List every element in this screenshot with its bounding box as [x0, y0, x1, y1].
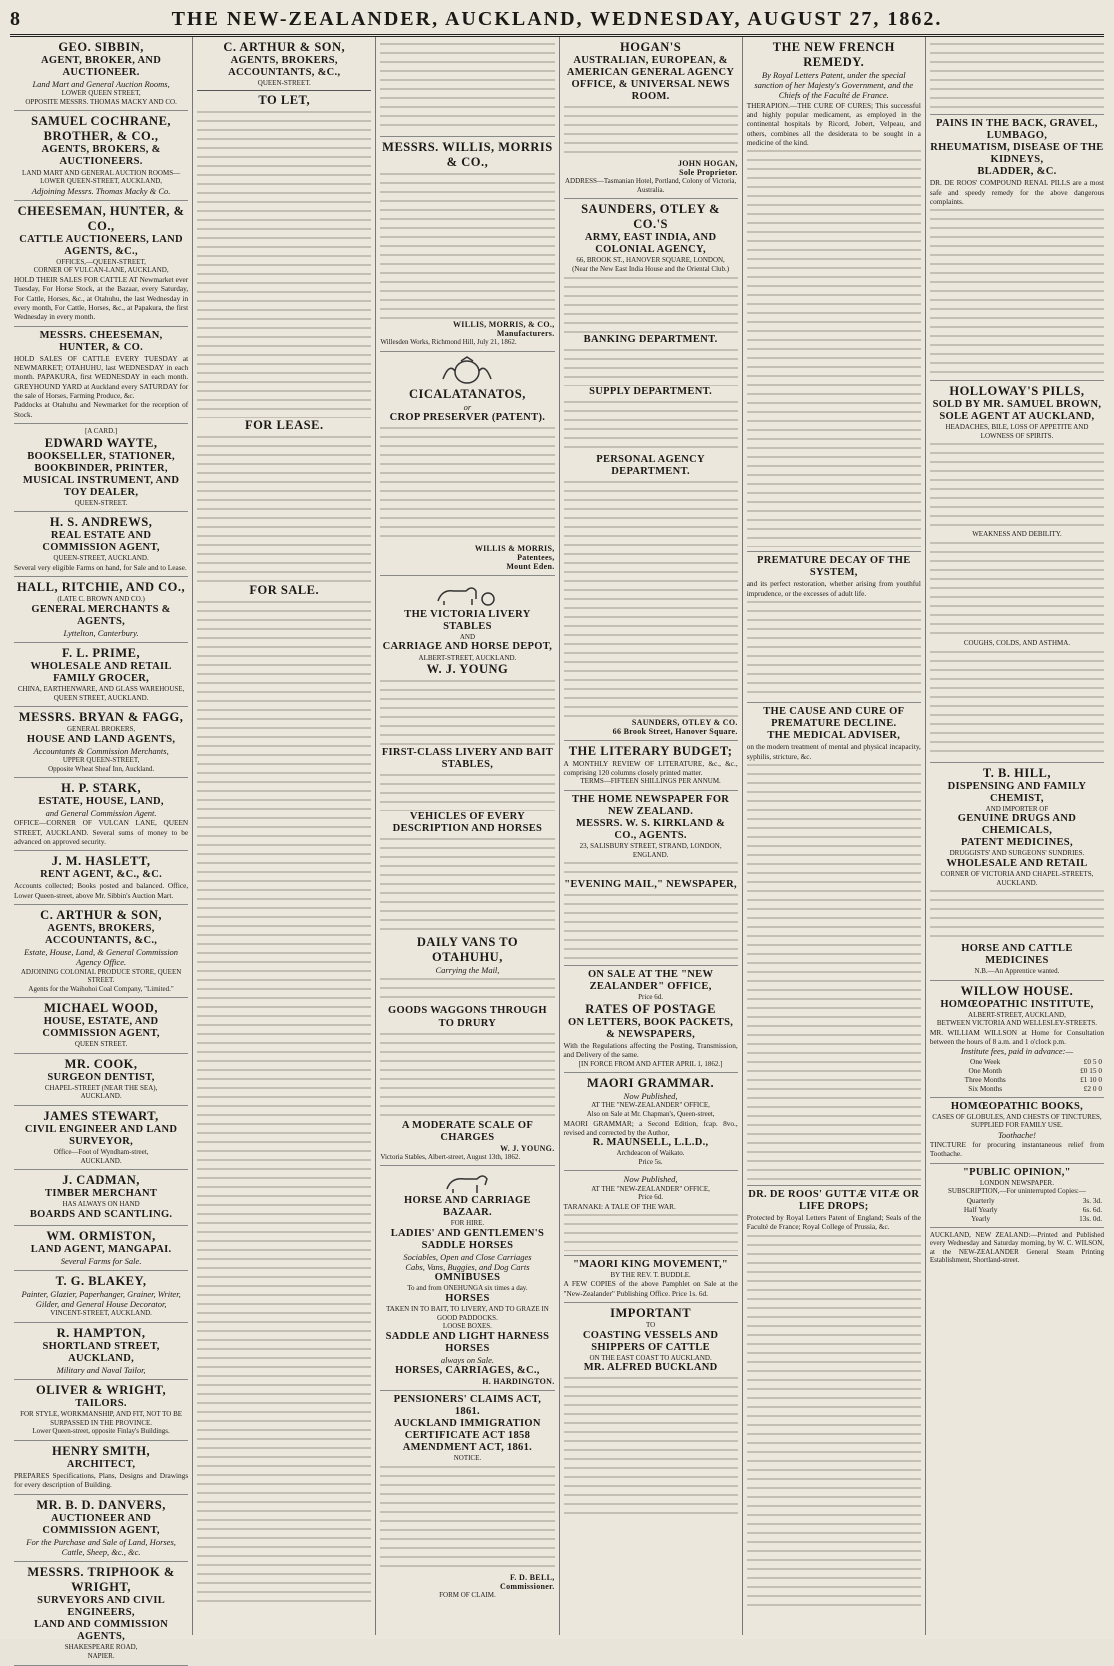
ad-de-roos-drops: DR. DE ROOS' GUTTÆ VITÆ OR LIFE DROPS; Protected by Royal Letters Patent of England; Seals of the Faculté de France; Royal College of Prussia, &c.	[747, 1186, 921, 1616]
horse-icon	[437, 1171, 497, 1193]
ad-bryan-fagg: MESSRS. BRYAN & FAGG, GENERAL BROKERS, HOUSE AND LAND AGENTS, Accountants & Commission Merchants, UPPER QUEEN-STREET, Opposite Wheat Sheaf Inn, Auckland.	[14, 707, 188, 778]
ad-wood: MICHAEL WOOD, HOUSE, ESTATE, AND COMMISSION AGENT, QUEEN STREET.	[14, 998, 188, 1054]
ad-wayte: [A CARD.] EDWARD WAYTE, BOOKSELLER, STATIONER, BOOKBINDER, PRINTER, MUSICAL INSTRUMENT, AND TOY DEALER, QUEEN-STREET.	[14, 424, 188, 512]
ad-coasting-vessels: IMPORTANT TO COASTING VESSELS AND SHIPPERS OF CATTLE ON THE EAST COAST TO AUCKLAND. MR. ALFRED BUCKLAND	[564, 1303, 738, 1518]
subscription-row: Yearly 13s. 0d.	[971, 1213, 1103, 1223]
ad-stark: H. P. STARK, ESTATE, HOUSE, LAND, and General Commission Agent. OFFICE—CORNER OF VULCAN LANE, QUEEN STREET, AUCKLAND. Several sums of money to be advanced on approved security.	[14, 778, 188, 851]
ad-andrews: H. S. ANDREWS, REAL ESTATE AND COMMISSION AGENT, QUEEN-STREET, AUCKLAND. Several very eligible Farms on hand, for Sale and to Lease.	[14, 512, 188, 577]
ad-triphook-wright: MESSRS. TRIPHOOK & WRIGHT, SURVEYORS AND CIVIL ENGINEERS, LAND AND COMMISSION AGENTS, SHAKESPEARE ROAD, NAPIER.	[14, 1562, 188, 1665]
ad-oliver-wright: OLIVER & WRIGHT, TAILORS. FOR STYLE, WORKMANSHIP, AND FIT, NOT TO BE SURPASSED IN THE PROVINCE. Lower Queen-street, opposite Finlay's Buildings.	[14, 1380, 188, 1441]
ad-public-opinion: "PUBLIC OPINION," LONDON NEWSPAPER. SUBSCRIPTION,—For uninterrupted Copies:— Quarterly 3s. 3d. Half Yearly 6s. 6d. Yearly 13s. 0d.	[930, 1164, 1104, 1228]
imprint: AUCKLAND, NEW ZEALAND:—Printed and Published every Wednesday and Saturday morning, by W. C. WILSON, at the NEW-ZEALANDER General Steam Printing Establishment, Shortland-street.	[929, 1230, 1105, 1265]
page-number: 8	[10, 7, 20, 30]
heading-for-lease: FOR LEASE.	[244, 417, 324, 432]
masthead	[10, 4, 1104, 37]
ad-willow-house: WILLOW HOUSE. HOMŒOPATHIC INSTITUTE, ALBERT-STREET, AUCKLAND, BETWEEN VICTORIA AND WELLESLEY-STREETS. MR. WILLIAM WILLSON at Home for Consultation between the hours of 8 a.m. and 1 o'clock p.m. Institute fees, paid in advance:— One Week £0 5 0 One Month £0 15 0 Three Months £1 10 0 Six Months £2 0 0	[930, 981, 1104, 1098]
ad-hall-ritchie: HALL, RITCHIE, AND CO., (LATE C. BROWN AND CO.) GENERAL MERCHANTS & AGENTS, Lyttelton, Canterbury.	[14, 577, 188, 643]
ad-blakey: T. G. BLAKEY, Painter, Glazier, Paperhanger, Grainer, Writer, Gilder, and General House Decorator, VINCENT-STREET, AUCKLAND.	[14, 1271, 188, 1323]
ad-top-continuation	[930, 37, 1104, 115]
ad-taranaki: Now Published, AT THE "NEW-ZEALANDER" OFFICE, Price 6d. TARANAKI: A TALE OF THE WAR.	[564, 1171, 738, 1256]
column-2	[193, 37, 376, 1635]
column-6	[926, 37, 1108, 1635]
ad-maori-grammar: MAORI GRAMMAR. Now Published, AT THE "NEW-ZEALANDER" OFFICE, Also on Sale at Mr. Chapman's, Queen-street, MAORI GRAMMAR; a Second Edition, fcap. 8vo., revised and corrected by the Author, R. MAUNSELL, L.L.D., Archdeacon of Waikato. Price 5s.	[564, 1073, 738, 1171]
ad-cochrane: SAMUEL COCHRANE, BROTHER, & CO., AGENTS, BROKERS, & AUCTIONEERS. LAND MART AND GENERAL AUCTION ROOMS—LOWER QUEEN-STREET, AUCKLAND, Adjoining Messrs. Thomas Macky & Co.	[14, 111, 188, 200]
ad-premature-decay: PREMATURE DECAY OF THE SYSTEM, and its perfect restoration, whether arising from youthful imprudence, or the excesses of adult life.	[747, 552, 921, 703]
ad-pensioners-claims: PENSIONERS' CLAIMS ACT, 1861. AUCKLAND IMMIGRATION CERTIFICATE ACT 1858 AMENDMENT ACT, 1861. NOTICE. F. D. BELL, Commissioner. FORM OF CLAIM.	[380, 1391, 554, 1603]
heading-for-sale: FOR SALE.	[249, 582, 320, 597]
ad-homeopathic-books: HOMŒOPATHIC BOOKS, CASES OF GLOBULES, AND CHESTS OF TINCTURES, SUPPLIED FOR FAMILY USE. Toothache! TINCTURE for procuring instantaneous relief from Toothache.	[930, 1098, 1104, 1164]
ad-sibbin: GEO. SIBBIN, AGENT, BROKER, AND AUCTIONEER. Land Mart and General Auction Rooms, LOWER QUEEN STREET, OPPOSITE MESSRS. THOMAS MACKY AND CO.	[14, 37, 188, 111]
ad-french-remedy: THE NEW FRENCH REMEDY. By Royal Letters Patent, under the special sanction of her Majesty's Government, and the Chiefs of the Faculté de France. THERAPION.—THE CURE OF CURES; This successful and highly popular medicament, as employed in the continental hospitals by Ricord, Jobert, Velpeau, and others, combines all the desiderata to be sought in a medicine of the kind.	[747, 37, 921, 552]
column-3	[376, 37, 559, 1635]
institute-fees-table	[930, 1057, 1104, 1093]
ad-top-listings	[380, 37, 554, 137]
ad-hogan: HOGAN'S AUSTRALIAN, EUROPEAN, & AMERICAN GENERAL AGENCY OFFICE, & UNIVERSAL NEWS ROOM. JOHN HOGAN, Sole Proprietor. ADDRESS—Tasmanian Hotel, Portland, Colony of Victoria, Australia.	[564, 37, 738, 199]
subscription-table	[930, 1196, 1104, 1223]
ad-renal-pills: PAINS IN THE BACK, GRAVEL, LUMBAGO, RHEUMATISM, DISEASE OF THE KIDNEYS, BLADDER, &C. DR. DE ROOS' COMPOUND RENAL PILLS are a most safe and speedy remedy for the above dangerous complaints.	[930, 115, 1104, 381]
ad-cadman: J. CADMAN, TIMBER MERCHANT HAS ALWAYS ON HAND BOARDS AND SCANTLING.	[14, 1170, 188, 1226]
ad-ormiston: WM. ORMISTON, LAND AGENT, MANGAPAI. Several Farms for Sale.	[14, 1226, 188, 1271]
ad-arthur-office: C. ARTHUR & SON, AGENTS, BROKERS, ACCOUNTANTS, &C., Estate, House, Land, & General Commission Agency Office. ADJOINING COLONIAL PRODUCE STORE, QUEEN STREET. Agents for the Waihohoi Coal Company, "Limited."	[14, 905, 188, 998]
royal-arms-icon	[437, 357, 497, 385]
ad-stewart: JAMES STEWART, CIVIL ENGINEER AND LAND SURVEYOR, Office—Foot of Wyndham-street, AUCKLAND.	[14, 1106, 188, 1170]
ad-cicalatanatos: CICALATANATOS, or CROP PRESERVER (PATENT). WILLIS & MORRIS, Patentees, Mount Eden.	[380, 352, 554, 576]
column-4	[560, 37, 743, 1635]
fee-row: Three Months £1 10 0	[964, 1074, 1103, 1084]
ad-willis-morris: MESSRS. WILLIS, MORRIS & CO., WILLIS, MORRIS, & CO., Manufacturers. Willesden Works, Richmond Hill, July 21, 1862.	[380, 137, 554, 352]
subscription-row: Quarterly 3s. 3d.	[966, 1195, 1103, 1205]
ad-henry-smith: HENRY SMITH, ARCHITECT, PREPARES Specifications, Plans, Designs and Drawings for every description of Building.	[14, 1441, 188, 1495]
ad-danvers: MR. B. D. DANVERS, AUCTIONEER AND COMMISSION AGENT, For the Purchase and Sale of Land, Horses, Cattle, Sheep, &c., &c.	[14, 1495, 188, 1563]
ad-holloway: HOLLOWAY'S PILLS, SOLD BY MR. SAMUEL BROWN, SOLE AGENT AT AUCKLAND, HEADACHES, BILE, LOSS OF APPETITE AND LOWNESS OF SPIRITS. WEAKNESS AND DEBILITY. COUGHS, COLDS, AND ASTHMA.	[930, 381, 1104, 762]
horse-carriage-icon	[432, 581, 502, 607]
for-lease-listings	[197, 433, 371, 583]
fee-row: Six Months £2 0 0	[968, 1083, 1103, 1093]
to-let-listings	[197, 108, 371, 418]
fee-row: One Month £0 15 0	[968, 1065, 1103, 1075]
ad-tb-hill: T. B. HILL, DISPENSING AND FAMILY CHEMIST, AND IMPORTER OF GENUINE DRUGS AND CHEMICALS, PATENT MEDICINES, DRUGGISTS' AND SURGEONS' SUNDRIES. WHOLESALE AND RETAIL CORNER OF VICTORIA AND CHAPEL-STREETS, AUCKLAND. HORSE AND CATTLE MEDICINES N.B.—An Apprentice wanted.	[930, 763, 1104, 981]
ad-arthur-listings: C. ARTHUR & SON, AGENTS, BROKERS, ACCOUNTANTS, &C., QUEEN-STREET. TO LET, FOR LEASE. FOR SALE.	[197, 37, 371, 1612]
ad-cheeseman: CHEESEMAN, HUNTER, & CO., CATTLE AUCTIONEERS, LAND AGENTS, &C., OFFICES,—QUEEN-STREET, CORNER OF VULCAN-LANE, AUCKLAND, HOLD THEIR SALES FOR CATTLE AT Newmarket ever Tuesday, For Horse Stock, at the Bazaar, every Saturday, For Cattle, Horses, &c., at Otahuhu, the last Wednesday in every month, For Cattle, Horses, &c., at Papakura, the first Wednesday in every month.	[14, 201, 188, 327]
ad-victoria-livery: THE VICTORIA LIVERY STABLES AND CARRIAGE AND HORSE DEPOT, ALBERT-STREET, AUCKLAND. W. J. YOUNG FIRST-CLASS LIVERY AND BAIT STABLES, VEHICLES OF EVERY DESCRIPTION AND HORSES DAILY VANS TO OTAHUHU, Carrying the Mail, GOODS WAGGONS THROUGH TO DRURY A MODERATE SCALE OF CHARGES W. J. YOUNG. Victoria Stables, Albert-street, August 13th, 1862.	[380, 576, 554, 1166]
subscription-row: Half Yearly 6s. 6d.	[963, 1204, 1103, 1214]
ad-maori-king: "MAORI KING MOVEMENT," BY THE REV. T. BUDDLE. A FEW COPIES of the above Pamphlet on Sale at the "New-Zealander" Publishing Office. Price 1s. 6d.	[564, 1256, 738, 1303]
fee-row: One Week £0 5 0	[970, 1056, 1103, 1066]
column-1	[10, 37, 193, 1660]
ad-saunders-otley: SAUNDERS, OTLEY & CO.'S ARMY, EAST INDIA, AND COLONIAL AGENCY, 66, BROOK ST., HANOVER SQUARE, LONDON, (Near the New East India House and the Oriental Club.) BANKING DEPARTMENT. SUPPLY DEPARTMENT. PERSONAL AGENCY DEPARTMENT. SAUNDERS, OTLEY & CO. 66 Brook Street, Hanover Square.	[564, 199, 738, 740]
ad-cheeseman-sales: MESSRS. CHEESEMAN, HUNTER, & CO. HOLD SALES OF CATTLE EVERY TUESDAY at NEWMARKET; OTAHUHU, last WEDNESDAY in each month. PAPAKURA, first WEDNESDAY in each month. GREYHOUND YARD at Auckland every SATURDAY for the sale of Horses, Farming Produce, &c. Paddocks at Otahuhu and Newmarket for the reception of Stock.	[14, 327, 188, 424]
ad-literary-budget: THE LITERARY BUDGET; A MONTHLY REVIEW OF LITERATURE, &c., &c., comprising 120 columns closely printed matter. TERMS—FIFTEEN SHILLINGS PER ANNUM.	[564, 741, 738, 791]
columns	[10, 37, 1108, 1660]
ad-premature-decline: THE CAUSE AND CURE OF PREMATURE DECLINE. THE MEDICAL ADVISER, on the modern treatment of mental and physical incapacity, syphilis, stricture, &c.	[747, 703, 921, 1186]
ad-haslett: J. M. HASLETT, RENT AGENT, &C., &C. Accounts collected; Books posted and balanced. Office, Lower Queen-street, above Mr. Sibbin's Auction Mart.	[14, 851, 188, 905]
newspaper-title: THE NEW-ZEALANDER, AUCKLAND, WEDNESDAY, AUGUST 27, 1862.	[171, 7, 943, 30]
heading-to-let: TO LET,	[258, 92, 311, 107]
ad-home-newspaper: THE HOME NEWSPAPER FOR NEW ZEALAND. MESSRS. W. S. KIRKLAND & CO., AGENTS. 23, SALISBURY STREET, STRAND, LONDON, ENGLAND. "EVENING MAIL," NEWSPAPER,	[564, 791, 738, 966]
for-sale-listings	[197, 598, 371, 1608]
ad-horse-bazaar: HORSE AND CARRIAGE BAZAAR. FOR HIRE. LADIES' AND GENTLEMEN'S SADDLE HORSES Sociables, Open and Close Carriages Cabs, Vans, Buggies, and Dog Carts OMNIBUSES To and from ONEHUNGA six times a day. HORSES TAKEN IN TO BAIT, TO LIVERY, AND TO GRAZE IN GOOD PADDOCKS. LOOSE BOXES. SADDLE AND LIGHT HARNESS HORSES always on Sale. HORSES, CARRIAGES, &C., H. HARDINGTON.	[380, 1166, 554, 1391]
ad-prime: F. L. PRIME, WHOLESALE AND RETAIL FAMILY GROCER, CHINA, EARTHENWARE, AND GLASS WAREHOUSE, QUEEN STREET, AUCKLAND.	[14, 643, 188, 707]
ad-postage: ON SALE AT THE "NEW ZEALANDER" OFFICE, Price 6d. RATES OF POSTAGE ON LETTERS, BOOK PACKETS, & NEWSPAPERS, With the Regulations affecting the Posting, Transmission, and Delivery of the same. [IN FORCE FROM AND AFTER APRIL 1, 1862.]	[564, 966, 738, 1073]
ad-hampton: R. HAMPTON, SHORTLAND STREET, AUCKLAND, Military and Naval Tailor,	[14, 1323, 188, 1380]
column-5	[743, 37, 926, 1635]
ad-cook: MR. COOK, SURGEON DENTIST, CHAPEL-STREET (NEAR THE SEA), AUCKLAND.	[14, 1054, 188, 1106]
